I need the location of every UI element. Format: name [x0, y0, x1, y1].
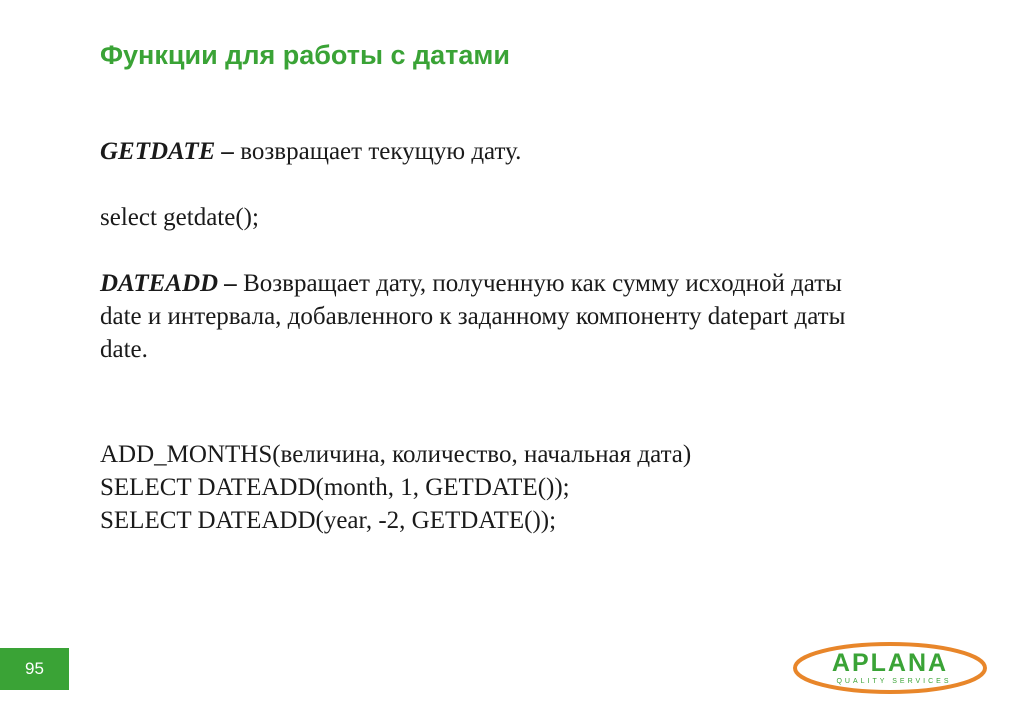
slide-title: Функции для работы с датами: [100, 40, 510, 70]
dateadd-description-3: date.: [100, 336, 148, 363]
example-line: SELECT DATEADD(year, -2, GETDATE());: [100, 507, 557, 534]
dateadd-description-2: date и интервала, добавленного к заданному компоненту datepart даты: [100, 303, 846, 330]
aplana-logo: [790, 640, 990, 696]
page-number-badge: [0, 648, 69, 690]
page-number: 95: [25, 659, 44, 678]
logo-tagline: QUALITY SERVICES: [836, 678, 952, 685]
logo-name: APLANA: [831, 649, 949, 677]
getdate-dash: –: [215, 138, 241, 165]
dateadd-line: [100, 267, 980, 300]
example-line: SELECT DATEADD(month, 1, GETDATE());: [100, 474, 570, 501]
slide-content: [100, 135, 980, 537]
example-line: ADD_MONTHS(величина, количество, начальная дата): [100, 441, 692, 468]
getdate-keyword: GETDATE: [100, 138, 216, 165]
dateadd-dash: –: [218, 270, 244, 297]
getdate-line: [100, 135, 980, 168]
getdate-example: select getdate();: [100, 204, 259, 231]
dateadd-keyword: DATEADD: [100, 270, 219, 297]
dateadd-description-1: Возвращает дату, полученную как сумму исходной даты: [243, 270, 842, 297]
getdate-description: возвращает текущую дату.: [240, 138, 522, 165]
